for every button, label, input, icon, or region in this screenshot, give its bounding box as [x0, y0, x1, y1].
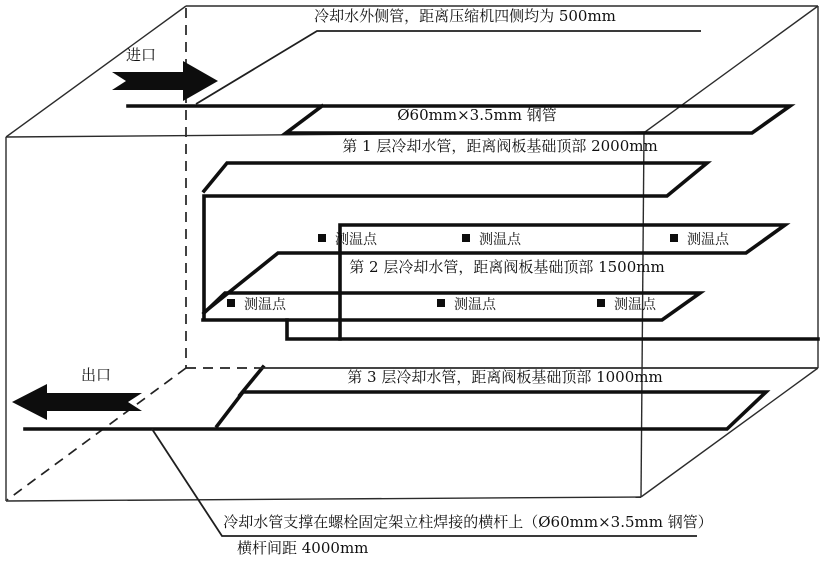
temp-point-label: 测温点: [454, 297, 496, 313]
outer-pipe-note-label: 冷却水外侧管，距离压缩机四侧均为 500mm: [314, 7, 616, 25]
temp-point-label: 测温点: [614, 297, 656, 313]
layer2-note-label: 第 2 层冷却水管，距离阀板基础顶部 1500mm: [349, 258, 665, 276]
layer3-note-label: 第 3 层冷却水管，距离阀板基础顶部 1000mm: [347, 368, 663, 386]
temp-point-marker: [462, 234, 470, 242]
temp-point-marker: [227, 299, 235, 307]
box-top-right-diagonal: [645, 6, 818, 132]
temp-point-marker: [597, 299, 605, 307]
support-note-label: 冷却水管支撑在螺栓固定架立柱焊接的横杆上（Ø60mm×3.5mm 钢管）: [223, 513, 713, 531]
outlet-arrow-icon: [12, 384, 142, 420]
box-top-left-diagonal: [6, 6, 186, 137]
temp-point-marker: [670, 234, 678, 242]
hidden-edge-bottom-left-diagonal: [7, 368, 186, 500]
temp-point-marker: [318, 234, 326, 242]
outer-pipe-leader: [196, 31, 701, 104]
layer2-to-layer3-connector: [287, 320, 818, 339]
bar-spacing-label: 横杆间距 4000mm: [237, 539, 369, 557]
inlet-label: 进口: [125, 46, 157, 64]
outlet-label: 出口: [80, 366, 112, 384]
temp-point-marker: [437, 299, 445, 307]
flow-arrows: [12, 61, 218, 420]
box-bottom-edge: [6, 497, 641, 501]
temp-point-label: 测温点: [479, 232, 521, 248]
box-bottom-right-diagonal: [641, 368, 818, 497]
temp-point-row-1: [318, 231, 730, 248]
steel-pipe-spec-label: Ø60mm×3.5mm 钢管: [397, 106, 557, 124]
temp-point-label: 测温点: [687, 232, 729, 248]
inlet-arrow-icon: [112, 61, 218, 101]
temp-point-label: 测温点: [335, 232, 377, 248]
temp-point-label: 测温点: [244, 297, 286, 313]
layer1-note-label: 第 1 层冷却水管，距离阀板基础顶部 2000mm: [342, 137, 658, 155]
box-front-right-edge: [641, 132, 644, 497]
temp-point-row-2: [227, 296, 657, 313]
